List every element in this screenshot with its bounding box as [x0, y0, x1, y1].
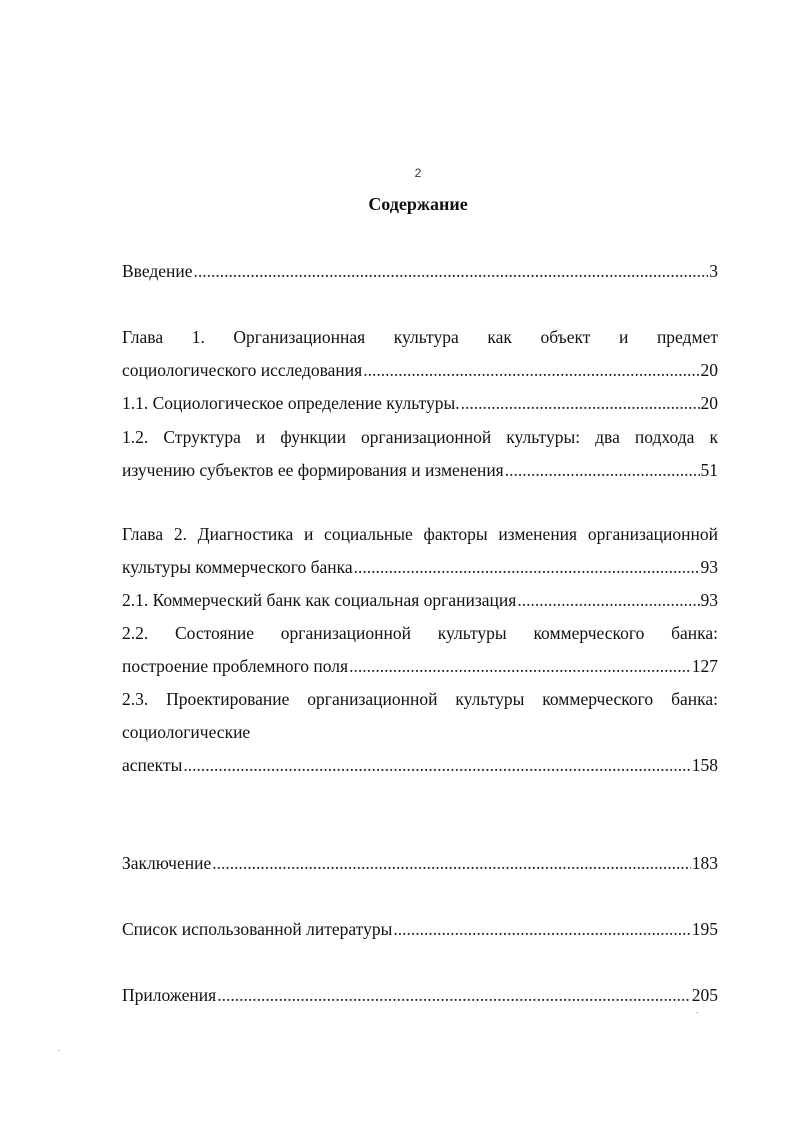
toc-entry-chapter-1-line1: Глава 1. Организационная культура как объект и предмет — [122, 327, 718, 347]
toc-entry-label: Введение — [122, 261, 193, 281]
leader-dots — [363, 358, 699, 382]
leader-dots — [393, 917, 690, 941]
toc-entry-page: 205 — [691, 985, 718, 1005]
toc-entry-page: 158 — [691, 755, 718, 775]
page-title: Содержание — [368, 194, 468, 214]
toc-entry-label: Заключение — [122, 853, 212, 873]
toc-entry-chapter-1 — [122, 358, 718, 382]
toc-entry-intro — [122, 259, 718, 283]
toc-entry-section-1-2-line1: 1.2. Структура и функции организационной культуры: два подхода к — [122, 427, 718, 447]
toc-entry-label: изучению субъектов ее формирования и изменения — [122, 460, 504, 480]
toc-entry-page: 20 — [700, 393, 718, 413]
toc-entry-page: 3 — [709, 261, 718, 281]
toc-entry-section-2-3 — [122, 753, 718, 777]
toc-entry-page: 20 — [700, 360, 718, 380]
toc-entry-chapter-2-line1: Глава 2. Диагностика и социальные факторы изменения организационной — [122, 524, 718, 544]
scan-speck — [58, 1050, 60, 1051]
leader-dots — [354, 555, 700, 579]
page-number: 2 — [414, 166, 422, 180]
toc-entry-references — [122, 917, 718, 941]
leader-dots — [461, 391, 700, 415]
toc-entry-page: 93 — [700, 557, 718, 577]
toc-entry-chapter-2 — [122, 555, 718, 579]
toc-entry-section-2-3-line2: социологические — [122, 722, 251, 742]
toc-entry-section-1-1 — [122, 391, 718, 415]
leader-dots — [194, 259, 709, 283]
toc-entry-label: аспекты — [122, 755, 183, 775]
leader-dots — [505, 458, 700, 482]
leader-dots — [217, 983, 691, 1007]
toc-entry-conclusion — [122, 851, 718, 875]
leader-dots — [517, 588, 699, 612]
toc-entry-label: социологического исследования — [122, 360, 363, 380]
toc-entry-section-2-2-line1: 2.2. Состояние организационной культуры коммерческого банка: — [122, 623, 718, 643]
toc-entry-label: культуры коммерческого банка — [122, 557, 353, 577]
leader-dots — [212, 851, 691, 875]
toc-entry-page: 127 — [691, 656, 718, 676]
toc-entry-section-2-1 — [122, 588, 718, 612]
toc-entry-section-1-2 — [122, 458, 718, 482]
toc-entry-appendices — [122, 983, 718, 1007]
toc-entry-label: Приложения — [122, 985, 217, 1005]
toc-entry-label: 1.1. Социологическое определение культуры. — [122, 393, 460, 413]
toc-entry-page: 195 — [691, 919, 718, 939]
toc-entry-label: Список использованной литературы — [122, 919, 393, 939]
toc-entry-page: 51 — [700, 460, 718, 480]
leader-dots — [183, 753, 690, 777]
toc-entry-page: 93 — [700, 590, 718, 610]
toc-entry-page: 183 — [691, 853, 718, 873]
toc-entry-label: 2.1. Коммерческий банк как социальная организация — [122, 590, 517, 610]
toc-entry-label: построение проблемного поля — [122, 656, 349, 676]
toc-entry-section-2-3-line1: 2.3. Проектирование организационной культуры коммерческого банка: — [122, 689, 718, 709]
leader-dots — [349, 654, 691, 678]
scan-speck — [696, 1012, 698, 1013]
toc-entry-section-2-2 — [122, 654, 718, 678]
